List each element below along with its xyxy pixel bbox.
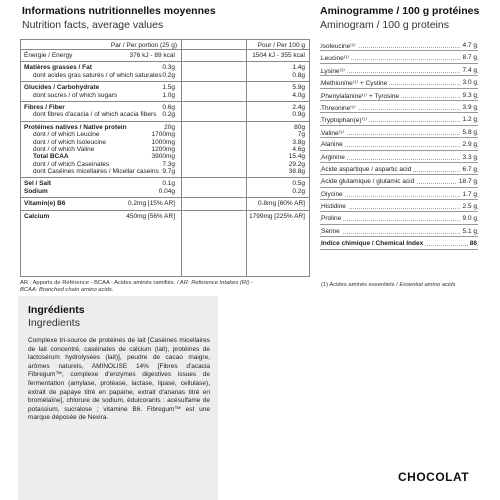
nutrient-label: Calcium [24,212,50,220]
nutrient-label: dont acides gras saturés / of which saturates [33,71,162,79]
nutrient-label: dont / of which Caseinates [33,160,110,168]
amino-acid-name: Proline [321,215,342,223]
nutrient-value-portion: 1700mg [151,131,175,139]
nutrient-label: Fibres / Fiber [24,103,65,111]
aminogram-row [320,163,478,175]
chemical-index-label: Indice chimique / Chemical Index [321,240,424,248]
nutrition-row [21,124,309,131]
nutrient-value-portion: 0.3g [162,64,175,72]
nutrient-value-portion: 7.3g [162,160,175,168]
nutrient-value-100g: 1799mg [225% AR] [248,212,305,220]
aminogram-footnote [321,282,455,288]
ingredients-text: Complexe tri-source de protéines de lait [Caséines micellaires de lait concentré, caséinates de calcium (lait), protéines de lactosérum hydrolysées (lait)], peudre de cacao maigre, arômes naturels, AMINOLISE 14% [Fibres d'acacia Fibregum™, complexe d'enzymes digestives issues de fermentation (amylase, protéase, lactase, lipase, cellulase), extrait de papaye titré en papaïne, extrait d'ananas titré en bromélaïne], chlorure de sodium, édulcorants : acésulfame de potassium, sucralose ; vitamine B6. Fibregum™ est une marque déposée de Nexira. [28,337,210,422]
nutrient-value-100g: 5.9g [292,84,305,92]
ingredients-subtitle: Ingredients [28,317,80,329]
aminogram-row [320,188,478,200]
nutrient-value-100g: 0.2g [292,187,305,195]
nutrition-row [21,200,309,207]
nutrition-row [21,180,309,187]
aminogram-row [320,64,478,76]
amino-acid-value: 3.3 g [462,153,477,161]
nutrition-row [21,64,309,71]
nutrient-value-100g: 4.0g [292,91,305,99]
nutrition-rows [21,50,309,222]
nutrition-group [21,211,309,222]
nutrient-value-portion: 3900mg [151,153,175,161]
nutrient-value-100g: 0.9g [292,111,305,119]
nutrient-value-portion: 450mg [56% AR] [126,212,175,220]
nutrient-label: Matières grasses / Fat [24,64,92,72]
ingredients-panel [18,296,218,500]
nutrition-row [21,153,309,160]
aminogram-row [320,51,478,63]
nutrition-row [21,188,309,195]
aminogram-row [320,76,478,88]
amino-acid-value: 3.9 g [462,103,477,111]
nutrition-group [21,82,309,102]
ingredients-title: Ingrédients [28,304,85,316]
nutrient-value-portion: 0.04g [158,187,175,195]
nutrient-value-portion: 0.6g [162,103,175,111]
nutrition-group [21,178,309,198]
aminogram-row [320,175,478,187]
amino-acid-value: 5.1 g [462,227,477,235]
aminogram-row [320,151,478,163]
nutrient-value-portion: 0.2mg [15% AR] [128,200,175,208]
nutrient-label: dont sucres / of which sugars [33,91,118,99]
aminogram-row [320,138,478,150]
aminogram-row [320,101,478,113]
amino-acid-name: Methionine⁽¹⁾ + Cystine [321,80,388,88]
nutrient-value-100g: 38.8g [288,168,305,176]
nutrient-value-100g: 0.8mg [60% AR] [258,200,305,208]
nutrition-subtitle: Nutrition facts, average values [22,19,164,31]
nutrient-label: Total BCAA [33,153,69,161]
nutrient-label: Protéines natives / Native protein [24,123,127,131]
nutrient-label: Sel / Salt [24,180,52,188]
nutrient-value-100g: 3.8g [292,138,305,146]
nutrient-value-100g: 0.8g [292,71,305,79]
aminogram-table [320,39,478,250]
nutrient-label: dont / of which Leucine [33,131,100,139]
nutrition-row [21,146,309,153]
nutrition-table-header [21,40,309,50]
nutrient-label: Glucides / Carbohydrate [24,84,100,92]
amino-acid-value: 3.0 g [462,79,477,87]
aminogram-row [320,212,478,224]
amino-acid-value: 4.7 g [462,42,477,49]
nutrition-group [21,62,309,82]
amino-acid-name: Alanine [321,141,343,149]
nutrient-value-100g: 1.4g [292,64,305,72]
footnote-en-1: / AR: Reference Intakes (RI) - [176,280,254,286]
nutrient-value-100g: 7g [297,131,305,139]
nutrient-value-portion: 1.5g [162,84,175,92]
nutrition-row [21,131,309,138]
amino-acid-value: 2.9 g [462,141,477,149]
aminogram-row [320,200,478,212]
nutrient-value-portion: 0.1g [162,180,175,188]
nutrition-row [21,104,309,111]
amino-acid-value: 1.7 g [462,190,477,198]
nutrient-label: Vitamin(e) B6 [24,200,66,208]
amino-acid-value: 8.7 g [462,54,477,62]
amino-acid-name: Histidine [321,203,346,211]
amino-acid-value: 5.8 g [462,128,477,136]
nutrition-row [21,168,309,175]
nutrient-value-portion: 0.2g [162,111,175,119]
nutrient-value-portion: 0.2g [162,71,175,79]
nutrition-group [21,122,309,179]
nutrient-label: Sodium [24,187,48,195]
amino-acid-value: 18.7 g [458,178,477,186]
aminogram-row [320,225,478,237]
chemical-index-value: 86 [469,240,477,248]
nutrition-row [21,52,309,59]
nutrient-value-portion: 9.7g [162,168,175,176]
amino-acid-name: Threonine⁽¹⁾ [321,104,356,112]
nutrient-label: dont / of which Isoleucine [33,138,106,146]
nutrient-value-100g: 1504 kJ - 355 kcal [252,52,305,59]
aminogram-row [320,126,478,138]
nutrient-label: dont Caséines micellaires / Micellar caseins [33,168,159,176]
nutrient-label: dont fibres d'acacia / of which acacia fibers [33,111,157,119]
amino-acid-name: Acide aspartique / aspartic acid [321,165,412,173]
amino-acid-value: 6.7 g [462,165,477,173]
amino-acid-value: 7.4 g [462,66,477,74]
nutrient-value-portion: 1.0g [162,91,175,99]
amino-acid-name: Tryptophan(e)⁽¹⁾ [321,117,367,125]
nutrient-value-100g: 29.2g [288,160,305,168]
amino-acid-name: Glycine [321,190,343,198]
amino-acid-name: Arginine [321,153,345,161]
aminogram-subtitle: Aminogram / 100 g proteins [320,19,449,31]
amino-acid-name: Valine⁽¹⁾ [321,129,344,137]
nutrition-title: Informations nutritionnelles moyennes [22,5,216,17]
aminogram-row [320,89,478,101]
nutrient-value-100g: 0.5g [292,180,305,188]
nutrient-label: dont / of which Valine [33,145,95,153]
aminogram-row [320,113,478,125]
aminogram-footnote-fr: (1) Acides aminés essentiels / [321,282,398,288]
col-header-portion: Par / Per portion (25 g) [110,42,177,49]
aminogram-title: Aminogramme / 100 g protéines [320,5,480,17]
nutrient-value-100g: 4.6g [292,145,305,153]
amino-acid-value: 9.3 g [462,91,477,99]
footnote-en-2: BCAA: Branched chain amino acids. [20,287,114,293]
amino-acid-name: Lysine⁽¹⁾ [321,67,345,75]
nutrition-row [21,139,309,146]
nutrition-row [21,72,309,79]
amino-acid-name: Phenylalanine⁽¹⁾ + Tyrosine [321,92,400,100]
nutrition-row [21,111,309,118]
nutrient-label: Énergie / Energy [24,52,73,59]
nutrition-table [20,39,310,277]
nutrient-value-portion: 376 kJ - 89 kcal [129,52,175,59]
amino-acid-value: 9.0 g [462,215,477,223]
amino-acid-name: Serine [321,227,340,235]
nutrition-group [21,198,309,210]
amino-acid-name: Acide glutamique / glutamic acid [321,178,415,186]
nutrition-row [21,213,309,220]
nutrient-value-portion: 1000mg [151,138,175,146]
nutrient-value-100g: 2.4g [292,103,305,111]
amino-acid-value: 1.2 g [462,116,477,124]
aminogram-total-row [320,237,478,249]
footnote-fr: AR : Apports de Référence - BCAA : Acides aminés ramifiés. [20,280,176,286]
aminogram-footnote-en: Essential amino acids [399,282,456,288]
aminogram-row [320,39,478,51]
nutrition-row [21,161,309,168]
amino-acid-value: 2.5 g [462,203,477,211]
col-header-100g: Pour / Per 100 g [257,42,305,49]
nutrient-value-100g: 15.4g [288,153,305,161]
nutrition-group [21,102,309,122]
nutrition-footnote [20,280,310,294]
nutrition-row [21,92,309,99]
amino-acid-name: Isoleucine⁽¹⁾ [321,43,356,50]
amino-acid-name: Leucine⁽¹⁾ [321,55,350,63]
flavor-label: CHOCOLAT [398,470,470,484]
nutrient-value-100g: 80g [294,123,305,131]
nutrition-group [21,50,309,62]
nutrient-value-portion: 20g [164,123,175,131]
nutrient-value-portion: 1200mg [151,145,175,153]
nutrition-row [21,84,309,91]
